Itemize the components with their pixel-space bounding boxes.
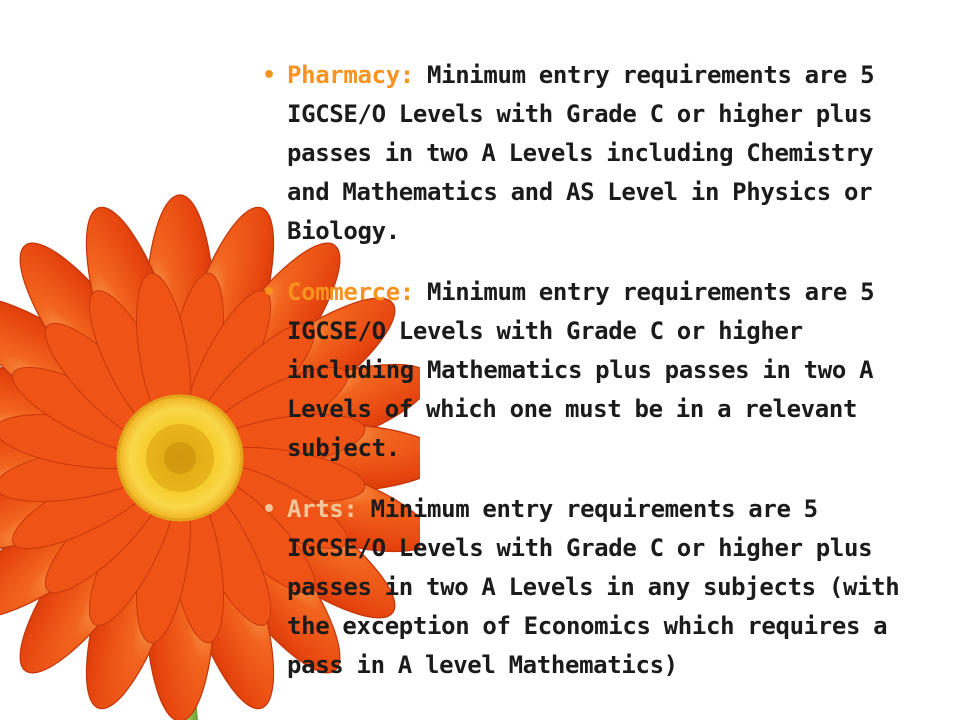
text-arts: Minimum entry requirements are 5 IGCSE/O Levels with Grade C or higher plus passes in two A Levels in any subjects (with the exception of Economics which requires a pass in A level Mathematics) (287, 495, 900, 679)
text-commerce: Minimum entry requirements are 5 IGCSE/O Levels with Grade C or higher including Mathematics plus passes in two A Levels of which one must be in a relevant subject. (287, 278, 875, 462)
list-item-pharmacy (262, 56, 912, 251)
list-item-arts (262, 490, 912, 685)
bullet-pharmacy: • (262, 63, 276, 88)
bullet-commerce: • (262, 280, 276, 305)
term-arts: Arts: (287, 495, 358, 523)
requirements-list (262, 56, 912, 685)
bullet-arts: • (262, 497, 276, 522)
term-commerce: Commerce: (287, 278, 414, 306)
text-pharmacy: Minimum entry requirements are 5 IGCSE/O Levels with Grade C or higher plus passes in two A Levels including Chemistry and Mathematics and AS Level in Physics or Biology. (287, 61, 875, 245)
flower-center-core (164, 442, 196, 474)
list-item-commerce (262, 273, 912, 468)
term-pharmacy: Pharmacy: (287, 61, 414, 89)
